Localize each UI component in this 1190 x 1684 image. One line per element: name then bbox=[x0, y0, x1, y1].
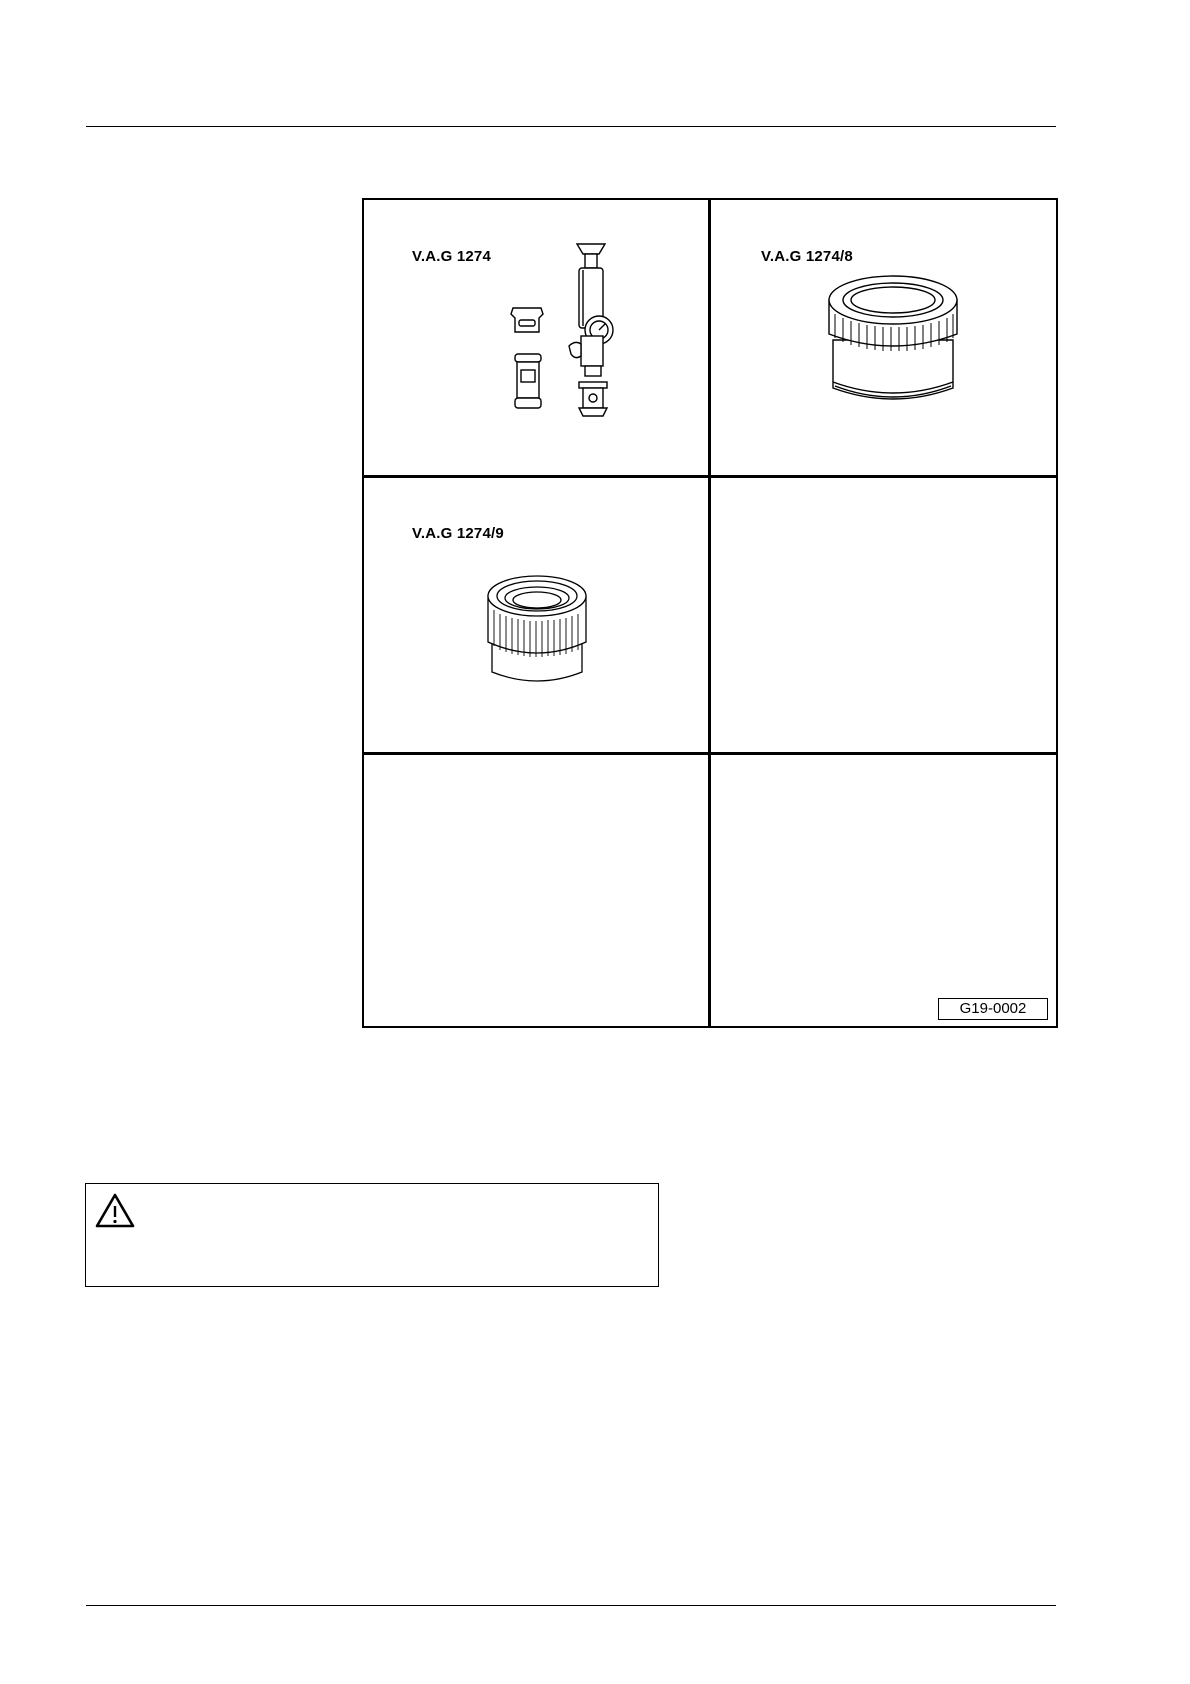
figure-id-cell bbox=[711, 754, 1058, 1028]
tool-cell-vag-1274-9 bbox=[364, 477, 708, 752]
special-tools-figure bbox=[362, 198, 1058, 1028]
empty-cell bbox=[364, 754, 708, 1028]
adapter-1274-8-illustration bbox=[823, 270, 963, 420]
warning-box bbox=[85, 1183, 659, 1287]
tool-label: V.A.G 1274/8 bbox=[761, 248, 853, 265]
adapter-1274-9-illustration bbox=[482, 572, 592, 692]
tool-cell-vag-1274-8 bbox=[711, 200, 1058, 475]
warning-triangle-icon bbox=[94, 1192, 136, 1230]
footer-rule bbox=[86, 1605, 1056, 1606]
tool-label: V.A.G 1274 bbox=[412, 248, 491, 265]
header-rule bbox=[86, 126, 1056, 127]
tool-label: V.A.G 1274/9 bbox=[412, 525, 504, 542]
figure-code: G19-0002 bbox=[938, 998, 1048, 1020]
empty-cell bbox=[711, 477, 1058, 752]
pressure-tester-illustration bbox=[479, 240, 639, 440]
tool-cell-vag-1274 bbox=[364, 200, 708, 475]
